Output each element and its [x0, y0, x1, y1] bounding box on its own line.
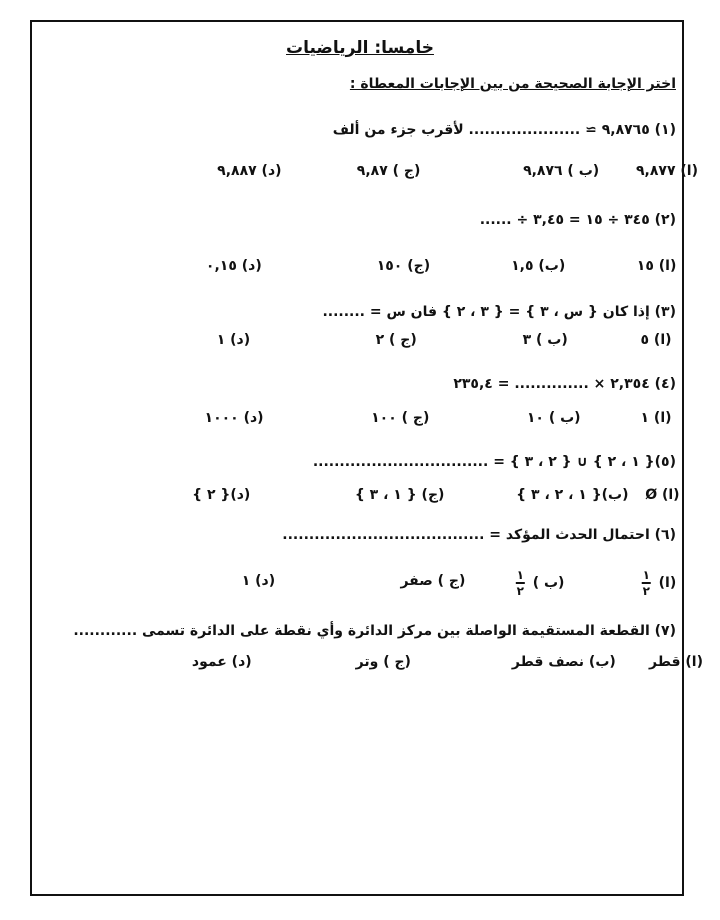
q7-option-b[interactable]: (ب) نصف قطر [511, 654, 616, 670]
section-title: خامسا: الرياضيات [286, 38, 434, 58]
half-fraction: $\frac{١}{٢}$ [642, 568, 650, 598]
q2-option-a[interactable]: (ا) ١٥ [636, 258, 677, 274]
q3-option-b[interactable]: (ب ) ٣ [522, 332, 568, 348]
q3-option-a[interactable]: (ا) ٥ [640, 332, 672, 348]
half-fraction: $\frac{١}{٢}$ [516, 568, 524, 598]
q6-option-a[interactable] [639, 569, 676, 597]
q7-option-c[interactable]: (ج ) وتر [355, 654, 411, 670]
q4-option-b[interactable]: (ب ) ١٠ [526, 410, 581, 426]
question-6: (٦) احتمال الحدث المؤكد = ...................................... [282, 527, 676, 543]
q1-option-d[interactable]: (د) ٩,٨٨٧ [217, 163, 282, 179]
question-5: (٥){ ١ ، ٢ } ∪ { ٢ ، ٣ } = ................................. [312, 454, 676, 470]
q1-option-b[interactable]: (ب ) ٩,٨٧٦ [523, 163, 600, 179]
q6-option-c[interactable]: (ج ) صفر [400, 573, 466, 589]
q4-option-d[interactable]: (د) ١٠٠٠ [204, 410, 264, 426]
question-7: (٧) القطعة المستقيمة الواصلة بين مركز الدائرة وأي نقطة على الدائرة تسمى ............ [73, 623, 676, 639]
q5-option-d[interactable]: (د){ ٢ } [192, 487, 251, 503]
q5-option-b[interactable]: (ب){ ١ ، ٢ ، ٣ } [516, 487, 629, 503]
question-2: (٢) ٣٤٥ ÷ ١٥ = ٣,٤٥ ÷ ...... [479, 212, 676, 228]
q4-option-c[interactable]: (ج ) ١٠٠ [371, 410, 430, 426]
question-1: (١) ٩,٨٧٦٥ ≃ ..................... لأقرب جزء من ألف [332, 122, 676, 138]
instructions: اختر الإجابة الصحيحة من بين الإجابات المعطاة : [349, 76, 676, 92]
q6-option-b-label: (ب ) [532, 574, 565, 591]
q2-option-c[interactable]: (ج) ١٥٠ [376, 258, 431, 274]
question-4: (٤) ٢,٣٥٤ × .............. = ٢٣٥,٤ [453, 376, 676, 392]
question-3: (٣) إذا كان { س ، ٣ } = { ٣ ، ٢ } فان س = ........ [322, 304, 676, 320]
q6-option-d[interactable]: (د) ١ [241, 573, 276, 589]
q3-option-d[interactable]: (د) ١ [216, 332, 251, 348]
q3-option-c[interactable]: (ج ) ٢ [375, 332, 417, 348]
q6-option-a-label: (ا) [658, 574, 677, 591]
q5-option-c[interactable]: (ج) { ١ ، ٣ } [354, 487, 445, 503]
q4-option-a[interactable]: (ا) ١ [640, 410, 672, 426]
q2-option-d[interactable]: (د) ٠,١٥ [205, 258, 262, 274]
q1-option-c[interactable]: (ج ) ٩,٨٧ [356, 163, 421, 179]
q2-option-b[interactable]: (ب) ١,٥ [511, 258, 566, 274]
q7-option-d[interactable]: (د) عمود [191, 654, 252, 670]
q6-option-b[interactable] [513, 569, 565, 597]
q7-option-a[interactable]: (ا) قطر [648, 654, 703, 670]
q1-option-a[interactable]: (ا) ٩,٨٧٧ [635, 163, 698, 179]
q5-option-a[interactable]: (ا) Ø [645, 487, 680, 503]
